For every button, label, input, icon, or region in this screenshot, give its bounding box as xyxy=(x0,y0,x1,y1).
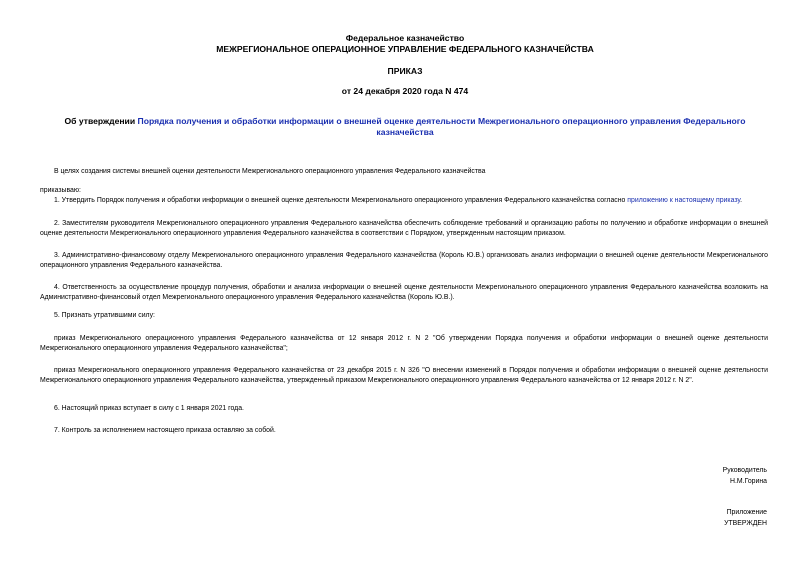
title-prefix: Об утверждении xyxy=(64,116,138,126)
paragraph-2: 2. Заместителям руководителя Межрегионального операционного управления Федерального казначейства обеспечить соблюдение требований и организацию работы по получению и обработке информации о внешней оценке деятельности Межрегионального операционного управления Федерального казначейства в соответствии с Порядком, утвержденным настоящим приказом. xyxy=(40,220,768,237)
appendix-label: Приложение xyxy=(726,509,767,516)
signature-position: Руководитель xyxy=(722,467,767,474)
document-date-number: от 24 декабря 2020 года N 474 xyxy=(341,86,469,96)
appendix-status: УТВЕРЖДЕН xyxy=(724,520,767,527)
paragraph-6: 6. Настоящий приказ вступает в силу с 1 января 2021 года. xyxy=(54,405,244,412)
header-department: МЕЖРЕГИОНАЛЬНОЕ ОПЕРАЦИОННОЕ УПРАВЛЕНИЕ ФЕДЕРАЛЬНОГО КАЗНАЧЕЙСТВА xyxy=(216,44,594,54)
paragraph-5a: приказ Межрегионального операционного управления Федерального казначейства от 12 января 2012 г. N 2 "Об утверждении Порядка получения и обработки информации о внешней оценке деятельности Межрегионального операционного управления Федерального казначейства"; xyxy=(40,335,768,352)
document-type: ПРИКАЗ xyxy=(387,66,423,76)
header-org: Федеральное казначейство xyxy=(345,33,465,43)
document-title xyxy=(50,116,760,138)
appendix-link[interactable]: приложению к настоящему приказу xyxy=(627,197,741,204)
signature-name: Н.М.Горина xyxy=(730,478,767,485)
paragraph-1-end: . xyxy=(740,197,743,204)
paragraph-1 xyxy=(40,196,768,206)
title-link[interactable]: Порядка получения и обработки информации о внешней оценке деятельности Межрегионального операционного управления Федерального казначейства xyxy=(137,116,746,137)
paragraph-7: 7. Контроль за исполнением настоящего приказа оставляю за собой. xyxy=(54,427,276,434)
paragraph-5: 5. Признать утратившими силу: xyxy=(54,312,155,319)
paragraph-3: 3. Административно-финансовому отделу Межрегионального операционного управления Федерального казначейства (Король Ю.В.) организовать анализ информации о внешней оценке деятельности Межрегионального операционного управления Федерального казначейства. xyxy=(40,252,768,269)
paragraph-4: 4. Ответственность за осуществление процедур получения, обработки и анализа информации о внешней оценке деятельности Межрегионального операционного управления Федерального казначейства возложить на Административно-финансовый отдел Межрегионального операционного управления Федерального казначейства (Король Ю.В.). xyxy=(40,284,768,301)
intro-paragraph: В целях создания системы внешней оценки деятельности Межрегионального операционного управления Федерального казначейства xyxy=(54,168,486,175)
order-word: приказываю: xyxy=(40,187,81,194)
paragraph-1-text: 1. Утвердить Порядок получения и обработки информации о внешней оценке деятельности Межрегионального операционного управления Федерального казначейства согласно xyxy=(54,197,628,204)
paragraph-5b: приказ Межрегионального операционного управления Федерального казначейства от 23 декабря 2015 г. N 326 "О внесении изменений в Порядок получения и обработки информации о внешней оценке деятельности Межрегионального операционного управления Федерального казначейства, утвержденный приказом Межрегионального операционного управления Федерального казначейства от 12 января 2012 г. N 2". xyxy=(40,367,768,384)
